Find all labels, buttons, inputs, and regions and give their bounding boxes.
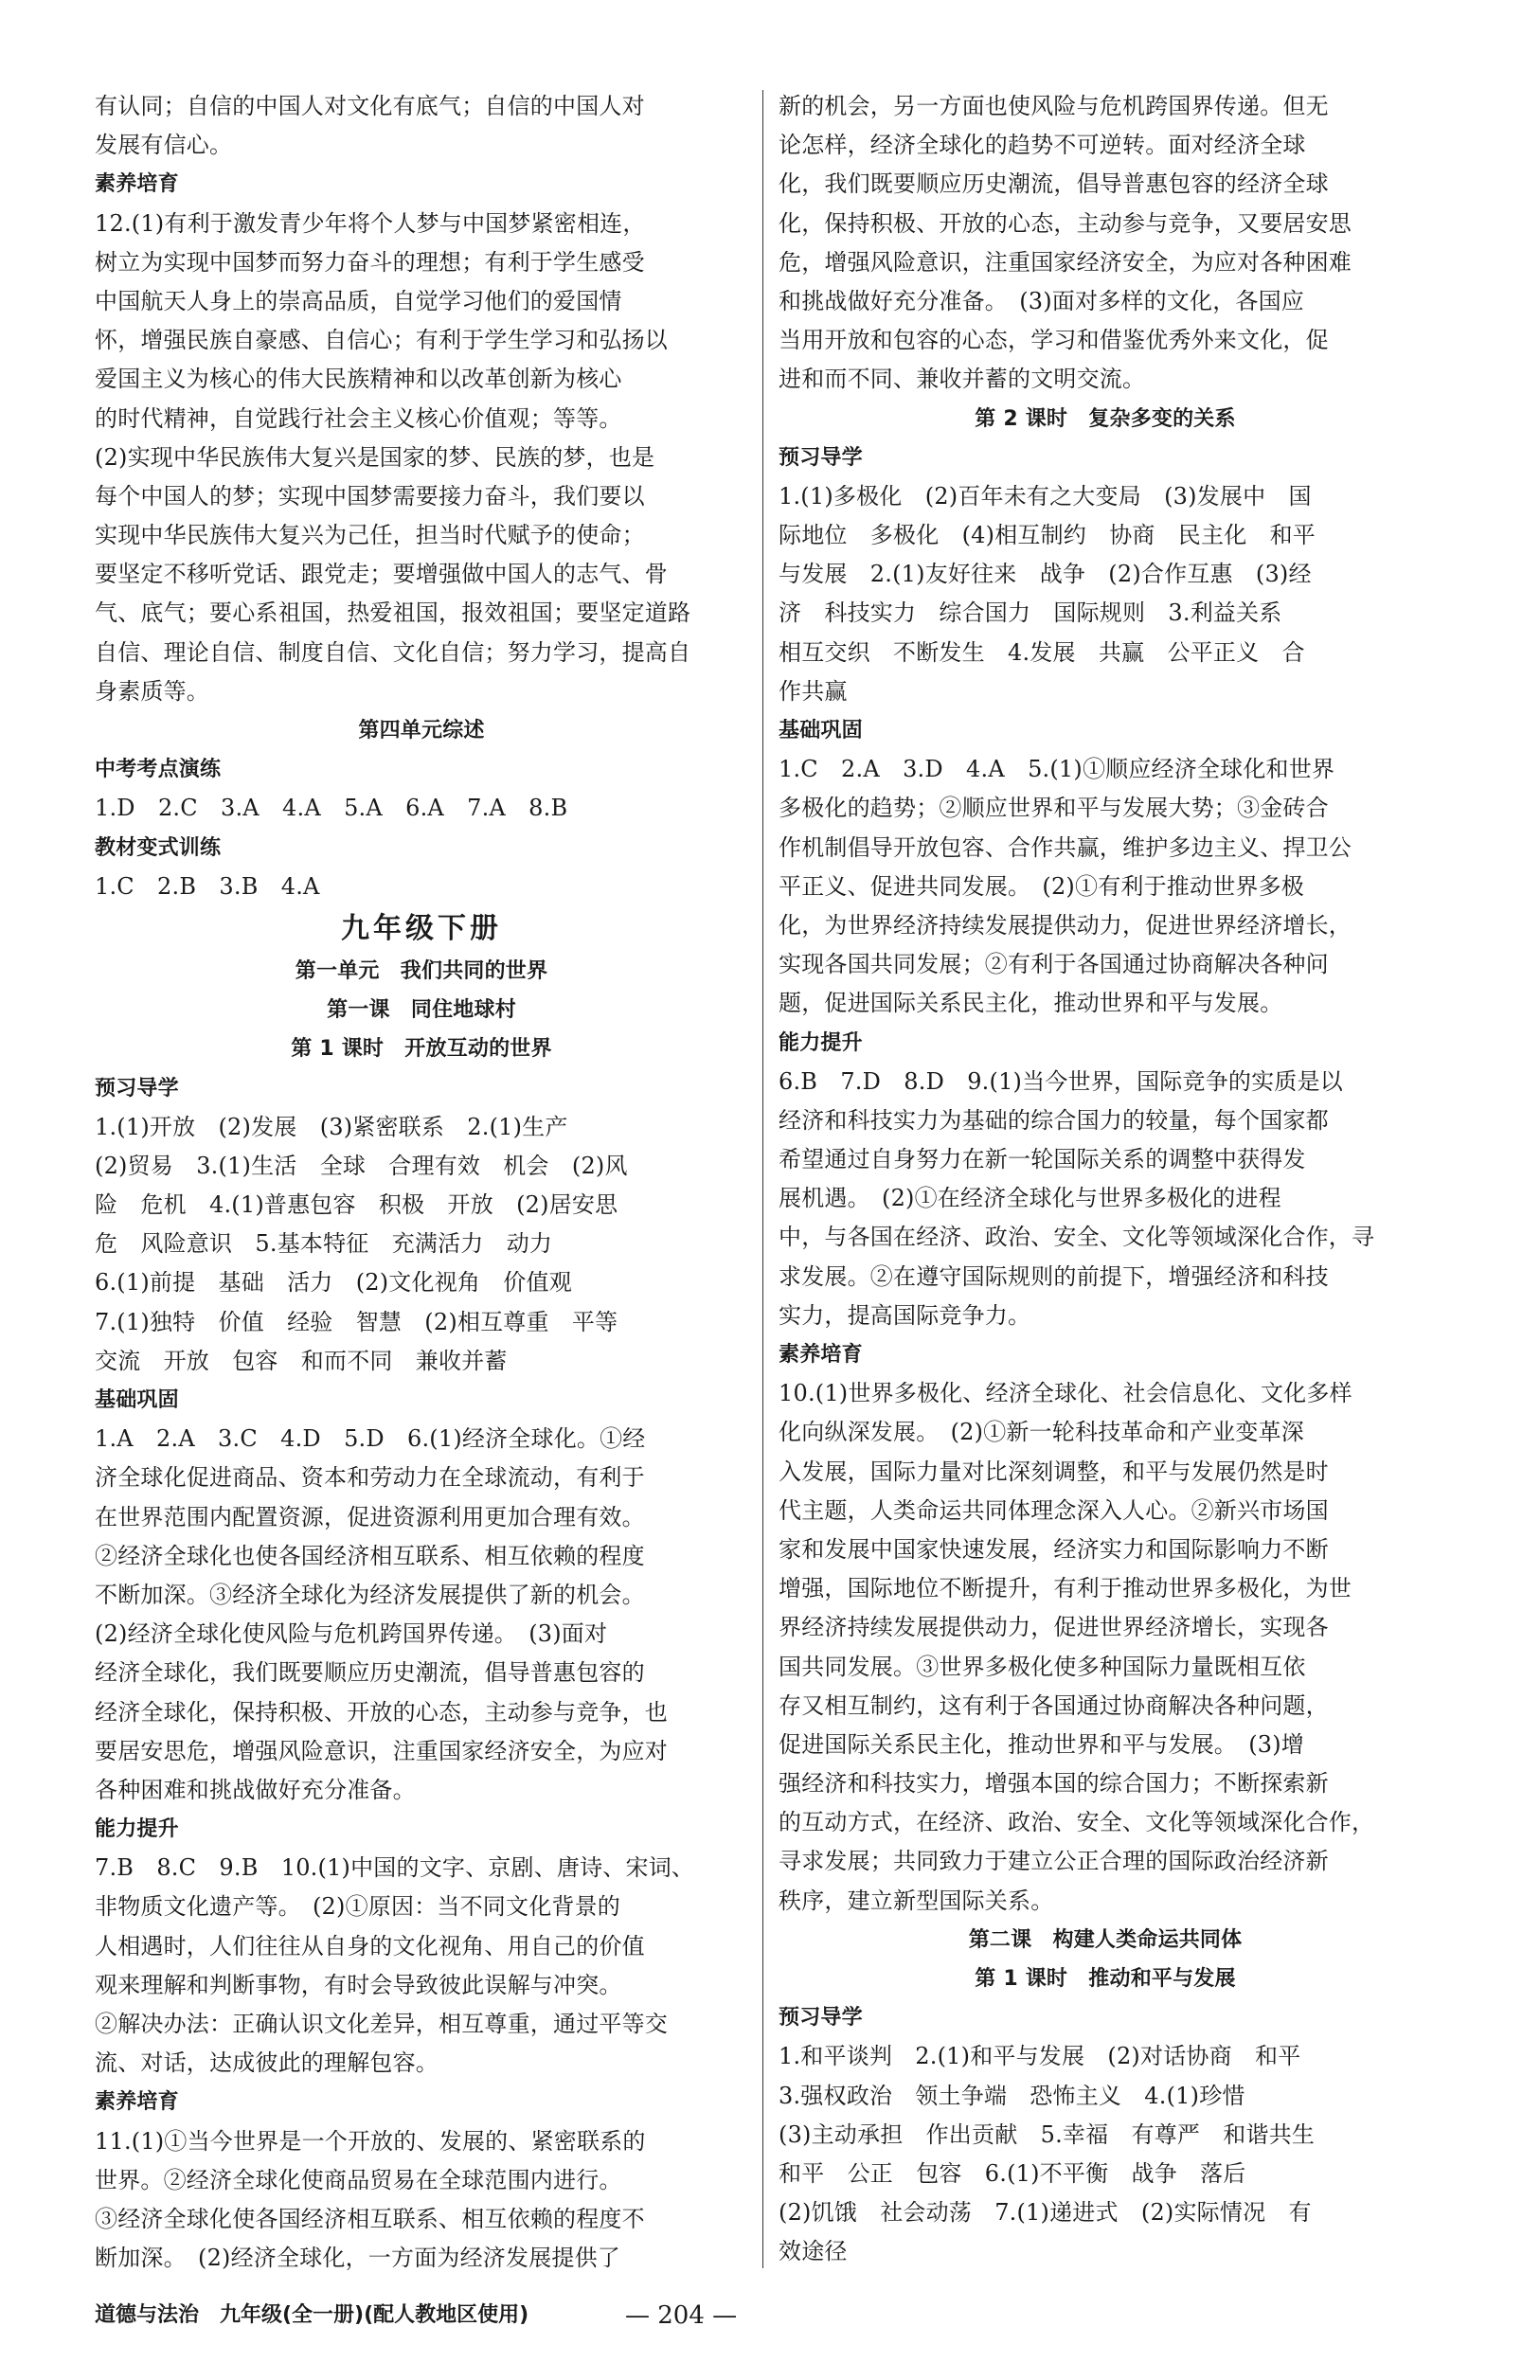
section-heading: 预习导学: [779, 2006, 863, 2031]
left-column: [95, 87, 748, 2278]
section-heading: 预习导学: [779, 445, 863, 470]
answer-line: 6.B 7.D 8.D 9.(1)当今世界，国际竞争的实质是以: [779, 1067, 1343, 1095]
section-heading: 能力提升: [95, 1817, 179, 1842]
answer-line: 化，为世界经济持续发展提供动力，促进世界经济增长，: [779, 911, 1352, 939]
section-heading: 基础巩固: [95, 1388, 179, 1412]
answer-line: 作共赢: [779, 677, 848, 705]
answer-line: 实现各国共同发展；②有利于各国通过协商解决各种问: [779, 951, 1329, 978]
lesson-heading: 第 1 课时 推动和平与发展: [975, 1967, 1236, 1991]
answer-line: 济全球化促进商品、资本和劳动力在全球流动，有利于: [95, 1464, 645, 1492]
answer-line: 各种困难和挑战做好充分准备。: [95, 1776, 416, 1803]
answer-line: 实现中华民族伟大复兴为己任，担当时代赋予的使命；: [95, 522, 645, 549]
answer-line: 1.(1)开放 (2)发展 (3)紧密联系 2.(1)生产: [95, 1113, 568, 1140]
answer-line: 求发展。②在遵守国际规则的前提下，增强经济和科技: [779, 1262, 1329, 1290]
answer-line: 际地位 多极化 (4)相互制约 协商 民主化 和平: [779, 522, 1316, 549]
answer-line: 国共同发展。③世界多极化使多种国际力量既相互依: [779, 1653, 1306, 1680]
answer-line: 秩序，建立新型国际关系。: [779, 1887, 1054, 1914]
answer-line: (2)贸易 3.(1)生活 全球 合理有效 机会 (2)风: [95, 1152, 628, 1179]
answer-line: 强经济和科技实力，增强本国的综合国力；不断探索新: [779, 1770, 1329, 1798]
answer-line: 界经济持续发展提供动力，促进世界经济增长，实现各: [779, 1614, 1329, 1641]
answer-line: 发展有信心。: [95, 132, 233, 159]
answer-line: 要坚定不移听党话、跟党走；要增强做中国人的志气、骨: [95, 561, 668, 588]
answer-line: 题，促进国际关系民主化，推动世界和平与发展。: [779, 990, 1283, 1017]
answer-line: 入发展，国际力量对比深刻调整，和平与发展仍然是时: [779, 1458, 1329, 1485]
answer-line: 断加深。 (2)经济全球化，一方面为经济发展提供了: [95, 2245, 620, 2272]
answer-line: 6.(1)前提 基础 活力 (2)文化视角 价值观: [95, 1269, 572, 1297]
lesson-heading: 第四单元综述: [358, 719, 485, 743]
answer-line: 7.(1)独特 价值 经验 智慧 (2)相互尊重 平等: [95, 1308, 618, 1335]
lesson-heading: 第 2 课时 复杂多变的关系: [975, 406, 1236, 431]
lesson-heading: 第一课 同住地球村: [327, 998, 516, 1023]
answer-line: 经济和科技实力为基础的综合国力的较量，每个国家都: [779, 1106, 1329, 1134]
answer-line: 1.C 2.A 3.D 4.A 5.(1)①顺应经济全球化和世界: [779, 756, 1335, 783]
book-title: 道德与法治 九年级(全一册)(配人教地区使用): [95, 2303, 529, 2327]
answer-line: 每个中国人的梦；实现中国梦需要接力奋斗，我们要以: [95, 482, 645, 510]
answer-line: 相互交织 不断发生 4.发展 共赢 公平正义 合: [779, 638, 1305, 666]
answer-line: 家和发展中国家快速发展，经济实力和国际影响力不断: [779, 1535, 1329, 1563]
answer-line: 化向纵深发展。 (2)①新一轮科技革命和产业变革深: [779, 1419, 1304, 1446]
answer-line: 增强，国际地位不断提升，有利于推动世界多极化，为世: [779, 1575, 1352, 1602]
answer-line: 中国航天人身上的崇高品质，自觉学习他们的爱国情: [95, 287, 622, 314]
answer-line: 在世界范围内配置资源，促进资源利用更加合理有效。: [95, 1503, 645, 1530]
right-column: [779, 87, 1432, 2272]
answer-line: 论怎样，经济全球化的趋势不可逆转。面对经济全球: [779, 132, 1306, 159]
page-footer: [95, 2297, 1445, 2335]
volume-heading: 九年级下册: [341, 911, 502, 945]
answer-line: 当用开放和包容的心态，学习和借鉴优秀外来文化，促: [779, 327, 1329, 354]
answer-line: 10.(1)世界多极化、经济全球化、社会信息化、文化多样: [779, 1380, 1352, 1407]
section-heading: 基础巩固: [779, 719, 863, 743]
answer-line: 多极化的趋势；②顺应世界和平与发展大势；③金砖合: [779, 795, 1329, 822]
answer-line: 3.强权政治 领土争端 恐怖主义 4.(1)珍惜: [779, 2082, 1245, 2109]
section-heading: 中考考点演练: [95, 758, 222, 782]
answer-line: 经济全球化，我们既要顺应历史潮流，倡导普惠包容的: [95, 1659, 645, 1687]
page-number: — 204 —: [625, 2301, 738, 2330]
answer-line: (2)饥饿 社会动荡 7.(1)递进式 (2)实际情况 有: [779, 2199, 1312, 2227]
answer-line: 流、对话，达成彼此的理解包容。: [95, 2049, 439, 2077]
answer-line: 11.(1)①当今世界是一个开放的、发展的、紧密联系的: [95, 2127, 646, 2155]
answer-line: 展机遇。 (2)①在经济全球化与世界多极化的进程: [779, 1185, 1281, 1212]
answer-line: 7.B 8.C 9.B 10.(1)中国的文字、京剧、唐诗、宋词、: [95, 1854, 695, 1882]
answer-line: 不断加深。③经济全球化为经济发展提供了新的机会。: [95, 1581, 645, 1608]
answer-line: 与发展 2.(1)友好往来 战争 (2)合作互惠 (3)经: [779, 561, 1312, 588]
answer-line: 要居安思危，增强风险意识，注重国家经济安全，为应对: [95, 1737, 668, 1764]
section-heading: 能力提升: [779, 1030, 863, 1055]
section-heading: 预习导学: [95, 1076, 179, 1101]
answer-line: 代主题，人类命运共同体理念深入人心。②新兴市场国: [779, 1496, 1329, 1524]
answer-line: 自信、理论自信、制度自信、文化自信；努力学习，提高自: [95, 638, 691, 666]
answer-line: (3)主动承担 作出贡献 5.幸福 有尊严 和谐共生: [779, 2121, 1316, 2148]
section-heading: 素养培育: [95, 172, 179, 197]
answer-line: 有认同；自信的中国人对文化有底气；自信的中国人对: [95, 93, 645, 119]
answer-line: 1.D 2.C 3.A 4.A 5.A 6.A 7.A 8.B: [95, 795, 568, 822]
lesson-heading: 第一单元 我们共同的世界: [295, 958, 548, 983]
answer-line: 树立为实现中国梦而努力奋斗的理想；有利于学生感受: [95, 248, 645, 276]
answer-line: 新的机会，另一方面也使风险与危机跨国界传递。但无: [779, 93, 1329, 119]
answer-line: 经济全球化，保持积极、开放的心态，主动参与竞争，也: [95, 1698, 668, 1726]
answer-line: 的互动方式，在经济、政治、安全、文化等领域深化合作，: [779, 1809, 1375, 1836]
answer-line: 的时代精神，自觉践行社会主义核心价值观；等等。: [95, 404, 622, 432]
answer-line: 观来理解和判断事物，有时会导致彼此误解与冲突。: [95, 1971, 622, 1998]
section-heading: 素养培育: [779, 1343, 863, 1367]
answer-line: (2)实现中华民族伟大复兴是国家的梦、民族的梦，也是: [95, 443, 655, 471]
answer-line: 12.(1)有利于激发青少年将个人梦与中国梦紧密相连，: [95, 209, 646, 237]
answer-line: 人相遇时，人们往往从自身的文化视角、用自己的价值: [95, 1932, 645, 1959]
answer-line: 促进国际关系民主化，推动世界和平与发展。 (3)增: [779, 1730, 1304, 1758]
section-heading: 教材变式训练: [95, 835, 222, 860]
answer-line: 存又相互制约，这有利于各国通过协商解决各种问题，: [779, 1691, 1329, 1719]
answer-line: 寻求发展；共同致力于建立公正合理的国际政治经济新: [779, 1848, 1329, 1875]
answer-line: (2)经济全球化使风险与危机跨国界传递。 (3)面对: [95, 1620, 608, 1648]
answer-line: 化，我们既要顺应历史潮流，倡导普惠包容的经济全球: [779, 170, 1329, 198]
answer-line: 世界。②经济全球化使商品贸易在全球范围内进行。: [95, 2166, 622, 2193]
answer-line: 化，保持积极、开放的心态，主动参与竞争，又要居安思: [779, 209, 1352, 237]
answer-line: 怀，增强民族自豪感、自信心；有利于学生学习和弘扬以: [95, 327, 668, 354]
answer-line: 平正义、促进共同发展。 (2)①有利于推动世界多极: [779, 872, 1304, 900]
section-heading: 素养培育: [95, 2090, 179, 2115]
answer-line: 希望通过自身努力在新一轮国际关系的调整中获得发: [779, 1146, 1306, 1173]
answer-line: 1.A 2.A 3.C 4.D 5.D 6.(1)经济全球化。①经: [95, 1425, 646, 1453]
answer-line: 危，增强风险意识，注重国家经济安全，为应对各种困难: [779, 248, 1352, 276]
answer-line: ②解决办法：正确认识文化差异，相互尊重，通过平等交: [95, 2011, 668, 2037]
column-divider: [762, 90, 763, 2268]
answer-line: ③经济全球化使各国经济相互联系、相互依赖的程度不: [95, 2205, 645, 2232]
lesson-heading: 第 1 课时 开放互动的世界: [291, 1037, 552, 1062]
answer-line: 济 科技实力 综合国力 国际规则 3.利益关系: [779, 599, 1282, 627]
answer-line: 作机制倡导开放包容、合作共赢，维护多边主义、捍卫公: [779, 833, 1352, 861]
lesson-heading: 第二课 构建人类命运共同体: [968, 1927, 1243, 1952]
answer-line: 1.和平谈判 2.(1)和平与发展 (2)对话协商 和平: [779, 2043, 1301, 2070]
answer-line: 危 风险意识 5.基本特征 充满活力 动力: [95, 1230, 553, 1258]
answer-line: 非物质文化遗产等。 (2)①原因：当不同文化背景的: [95, 1893, 620, 1921]
answer-line: 中，与各国在经济、政治、安全、文化等领域深化合作，寻: [779, 1224, 1375, 1251]
answer-line: 险 危机 4.(1)普惠包容 积极 开放 (2)居安思: [95, 1191, 618, 1219]
answer-line: 进和而不同、兼收并蓄的文明交流。: [779, 366, 1146, 393]
answer-line: 气、底气；要心系祖国，热爱祖国，报效祖国；要坚定道路: [95, 599, 691, 627]
answer-line: 实力，提高国际竞争力。: [779, 1301, 1031, 1329]
answer-line: 效途径: [779, 2238, 848, 2265]
answer-line: 身素质等。: [95, 677, 209, 705]
answer-line: 和挑战做好充分准备。 (3)面对多样的文化，各国应: [779, 287, 1304, 314]
answer-line: 1.(1)多极化 (2)百年未有之大变局 (3)发展中 国: [779, 482, 1312, 510]
answer-line: 爱国主义为核心的伟大民族精神和以改革创新为核心: [95, 366, 622, 393]
answer-line: 和平 公正 包容 6.(1)不平衡 战争 落后: [779, 2159, 1246, 2187]
answer-line: ②经济全球化也使各国经济相互联系、相互依赖的程度: [95, 1542, 645, 1569]
answer-line: 交流 开放 包容 和而不同 兼收并蓄: [95, 1347, 508, 1374]
answer-line: 1.C 2.B 3.B 4.A: [95, 872, 320, 900]
